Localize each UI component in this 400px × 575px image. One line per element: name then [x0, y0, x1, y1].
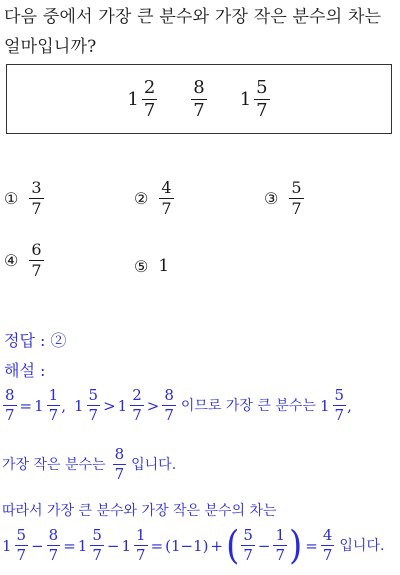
box-fraction-2: $\frac{8}{7}$ — [193, 76, 205, 121]
answer-label: 정답 : ② — [4, 331, 67, 350]
box-fraction-3: 1 $\frac{5}{7}$ — [239, 76, 268, 121]
choice-1[interactable]: ① $\frac{3}{7}$ — [4, 178, 42, 218]
explanation-label: 해설 : — [4, 361, 46, 380]
fraction-box — [6, 64, 392, 134]
choice-2[interactable]: ② $\frac{4}{7}$ — [134, 178, 172, 218]
solution-line-1: $\frac{8}{7}$ = 1 $\frac{1}{7}$ , 1 $\frac{5}{7}$ > 1 $\frac{2}{7}$ > $\frac{8}{7}$ 이므로 가장 큰 분수는 1 $\frac{5}{7}$ , — [5, 386, 352, 424]
question-line-2: 얼마입니까? — [4, 37, 97, 57]
solution-line-2: 가장 작은 분수는 $\frac{8}{7}$ 입니다. — [2, 445, 177, 483]
question-line-1: 다음 중에서 가장 큰 분수와 가장 작은 분수의 차는 — [4, 7, 382, 27]
choice-4[interactable]: ④ $\frac{6}{7}$ — [4, 240, 42, 280]
solution-line-4: 1 $\frac{5}{7}$ − $\frac{8}{7}$ = 1 $\frac{5}{7}$ − 1 $\frac{1}{7}$ = (1−1) + ( $\frac{5}{7}$ − $\frac{1}{7}$ ) = $\frac{4}{7}$ 입니다. — [2, 522, 385, 569]
solution-line-3: 따라서 가장 큰 분수와 가장 작은 분수의 차는 — [2, 503, 277, 519]
choice-3[interactable]: ③ $\frac{5}{7}$ — [264, 178, 302, 218]
choice-5[interactable]: ⑤ 1 — [134, 256, 170, 276]
box-fraction-1: 1 $\frac{2}{7}$ — [127, 76, 156, 121]
